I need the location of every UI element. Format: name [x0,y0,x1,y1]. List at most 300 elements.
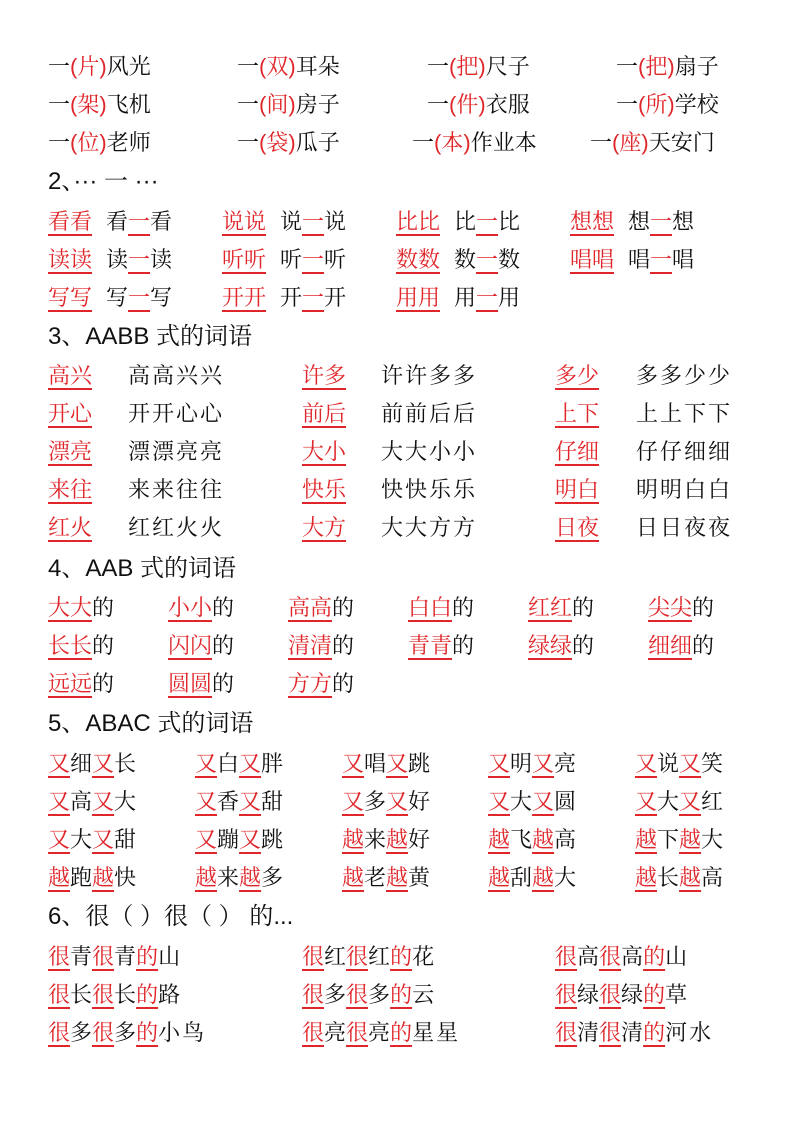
noun: 路 [158,983,183,1008]
connector-a: 越 [342,828,365,853]
prefix-one: 一 [48,93,71,118]
reduplicated-word: 数数 [396,248,441,273]
de-word: 的 [136,1021,159,1046]
aabb-word: 来来往往 [128,478,225,503]
prefix-one: 一 [616,93,639,118]
hen-word: 很 [302,945,325,970]
noun: 学校 [674,93,719,118]
hen-word: 很 [48,983,71,1008]
reduplicated-word: 唱唱 [570,248,615,273]
base-word: 大方 [302,516,347,541]
reduplicated-adjective: 白白 [408,596,453,621]
base-word: 快乐 [302,478,347,503]
noun: 房子 [295,93,340,118]
word-b: 跑 [70,866,93,891]
abac-item [48,747,136,783]
abac-item [195,861,283,897]
hen-phrase [48,978,182,1014]
abac-item [635,785,723,821]
measure-word: 双 [266,55,289,80]
paren-open: ( [259,130,267,155]
yi-blank: 一 [302,286,325,311]
paren-close: ) [667,92,675,117]
connector-a: 又 [488,752,511,777]
noun: 飞机 [106,93,151,118]
abac-item [195,785,283,821]
word-b: 来 [217,866,240,891]
paren-close: ) [288,130,296,155]
verb-c: 开 [324,286,347,311]
aab-item [648,591,714,627]
hen-word: 很 [302,1021,325,1046]
aabb-word: 开开心心 [128,402,225,427]
connector-a: 越 [532,866,555,891]
de-word: 的 [390,1021,413,1046]
verb-a: 开 [280,286,303,311]
hen-word: 很 [599,945,622,970]
aab-item [48,667,114,703]
aab-item [288,667,354,703]
noun: 花 [412,945,437,970]
verb-a: 唱 [628,248,651,273]
adjective: 长 [70,983,93,1008]
reduplication-item [48,243,172,279]
adjective: 多 [70,1021,93,1046]
verb-a: 读 [106,248,129,273]
hen-word: 很 [346,945,369,970]
connector-a: 越 [386,828,409,853]
prefix-one: 一 [412,131,435,156]
paren-close: ) [641,130,649,155]
aab-item [48,591,114,627]
measure-word-item [237,87,340,124]
adjective: 多 [324,983,347,1008]
paren-close: ) [288,92,296,117]
paren-open: ( [638,54,646,79]
reduplicated-adjective: 绿绿 [528,634,573,659]
paren-open: ( [259,92,267,117]
word-b: 明 [510,752,533,777]
base-word: 明白 [555,478,600,503]
base-word: 红火 [48,516,93,541]
reduplicated-word: 看看 [48,210,93,235]
word-c: 笑 [701,752,724,777]
measure-word: 所 [645,93,668,118]
word-c: 大 [701,828,724,853]
section-4-heading: 4、AAB 式的词语 [48,555,237,582]
reduplicated-adjective: 红红 [528,596,573,621]
aab-item [168,591,234,627]
word-c: 高 [554,828,577,853]
adjective: 高 [577,945,600,970]
connector-a: 越 [92,866,115,891]
reduplicated-adjective: 圆圆 [168,672,213,697]
word-b: 多 [364,790,387,815]
word-b: 细 [70,752,93,777]
connector-a: 又 [386,752,409,777]
adjective: 多 [114,1021,137,1046]
particle-de: 的 [452,634,475,659]
hen-word: 很 [302,983,325,1008]
particle-de: 的 [572,634,595,659]
paren-close: ) [478,92,486,117]
base-word: 上下 [555,402,600,427]
verb-c: 听 [324,248,347,273]
connector-a: 越 [239,866,262,891]
noun: 衣服 [485,93,530,118]
aab-item [408,629,474,665]
connector-a: 又 [342,790,365,815]
word-c: 圆 [554,790,577,815]
reduplicated-adjective: 青青 [408,634,453,659]
connector-a: 越 [635,866,658,891]
section-5-heading: 5、ABAC 式的词语 [48,710,254,737]
de-word: 的 [390,983,413,1008]
connector-a: 又 [239,790,262,815]
word-b: 下 [657,828,680,853]
connector-a: 又 [679,752,702,777]
reduplication-item [222,243,346,279]
word-b: 老 [364,866,387,891]
word-b: 唱 [364,752,387,777]
noun: 云 [412,983,437,1008]
particle-de: 的 [452,596,475,621]
paren-open: ( [70,130,78,155]
reduplicated-adjective: 远远 [48,672,93,697]
aabb-word: 高高兴兴 [128,364,225,389]
connector-a: 又 [342,752,365,777]
prefix-one: 一 [427,93,450,118]
reduplicated-word: 用用 [396,286,441,311]
connector-a: 又 [48,828,71,853]
measure-word-item [412,125,537,162]
connector-a: 又 [488,790,511,815]
connector-a: 越 [488,828,511,853]
base-word: 大小 [302,440,347,465]
de-word: 的 [136,945,159,970]
word-c: 大 [554,866,577,891]
verb-a: 想 [628,210,651,235]
noun: 尺子 [485,55,530,80]
reduplicated-word: 读读 [48,248,93,273]
hen-word: 很 [48,1021,71,1046]
adjective: 亮 [324,1021,347,1046]
section-2-heading: 2、··· 一 ··· [48,168,159,195]
noun: 耳朵 [295,55,340,80]
connector-a: 又 [195,752,218,777]
paren-open: ( [70,92,78,117]
hen-phrase [48,940,182,976]
verb-c: 想 [672,210,695,235]
prefix-one: 一 [48,131,71,156]
word-c: 跳 [261,828,284,853]
de-word: 的 [643,983,666,1008]
particle-de: 的 [572,596,595,621]
connector-a: 又 [386,790,409,815]
particle-de: 的 [212,634,235,659]
noun: 星星 [412,1021,461,1046]
reduplicated-adjective: 闪闪 [168,634,213,659]
measure-word: 架 [77,93,100,118]
paren-close: ) [478,54,486,79]
word-c: 高 [701,866,724,891]
adjective: 红 [324,945,347,970]
verb-c: 读 [150,248,173,273]
measure-word-item [590,125,715,162]
measure-word: 把 [456,55,479,80]
word-b: 蹦 [217,828,240,853]
particle-de: 的 [692,596,715,621]
yi-blank: 一 [302,248,325,273]
word-b: 大 [70,828,93,853]
word-b: 香 [217,790,240,815]
aabb-word: 日日夜夜 [636,516,733,541]
reduplication-item [48,281,172,317]
paren-open: ( [259,54,267,79]
adjective: 清 [621,1021,644,1046]
verb-a: 写 [106,286,129,311]
adjective: 多 [368,983,391,1008]
measure-word: 位 [77,131,100,156]
noun: 草 [665,983,690,1008]
yi-blank: 一 [650,248,673,273]
verb-c: 说 [324,210,347,235]
paren-close: ) [288,54,296,79]
word-c: 亮 [554,752,577,777]
verb-a: 数 [454,248,477,273]
hen-phrase [555,978,689,1014]
hen-word: 很 [555,983,578,1008]
prefix-one: 一 [48,55,71,80]
paren-open: ( [434,130,442,155]
measure-word: 本 [441,131,464,156]
aabb-word: 明明白白 [636,478,733,503]
reduplication-item [396,205,520,241]
connector-a: 又 [48,752,71,777]
paren-close: ) [99,92,107,117]
word-b: 来 [364,828,387,853]
abac-item [342,785,430,821]
paren-close: ) [99,54,107,79]
aabb-word: 大大方方 [381,516,478,541]
measure-word-item [427,87,530,124]
reduplicated-adjective: 小小 [168,596,213,621]
word-b: 长 [657,866,680,891]
word-b: 说 [657,752,680,777]
hen-phrase [302,978,436,1014]
adjective: 长 [114,983,137,1008]
reduplicated-adjective: 尖尖 [648,596,693,621]
paren-close: ) [667,54,675,79]
abac-item [195,747,283,783]
section-6-heading: 6、很（ ）很（ ） 的... [48,903,294,930]
yi-blank: 一 [128,210,151,235]
reduplication-item [48,205,172,241]
connector-a: 越 [386,866,409,891]
paren-open: ( [70,54,78,79]
adjective: 红 [368,945,391,970]
abac-item [342,747,430,783]
aabb-word: 上上下下 [636,402,733,427]
adjective: 青 [70,945,93,970]
word-c: 长 [114,752,137,777]
aab-item [288,591,354,627]
base-word: 漂亮 [48,440,93,465]
abac-item [48,823,136,859]
de-word: 的 [643,1021,666,1046]
noun: 老师 [106,131,151,156]
connector-a: 又 [92,790,115,815]
aab-item [168,629,234,665]
word-c: 多 [261,866,284,891]
aab-item [408,591,474,627]
abac-item [48,785,136,821]
hen-word: 很 [92,945,115,970]
word-c: 胖 [261,752,284,777]
connector-a: 越 [342,866,365,891]
prefix-one: 一 [590,131,613,156]
word-b: 白 [217,752,240,777]
connector-a: 又 [195,828,218,853]
abac-item [342,823,430,859]
particle-de: 的 [332,672,355,697]
abac-item [635,747,723,783]
particle-de: 的 [92,634,115,659]
de-word: 的 [643,945,666,970]
yi-blank: 一 [128,248,151,273]
yi-blank: 一 [128,286,151,311]
measure-word: 片 [77,55,100,80]
reduplicated-adjective: 高高 [288,596,333,621]
particle-de: 的 [212,672,235,697]
noun: 风光 [106,55,151,80]
connector-a: 又 [92,752,115,777]
aab-item [168,667,234,703]
connector-a: 越 [532,828,555,853]
measure-word-item [237,125,340,162]
aabb-word: 大大小小 [381,440,478,465]
word-c: 大 [114,790,137,815]
base-word: 前后 [302,402,347,427]
measure-word-item [48,87,151,124]
aabb-word: 漂漂亮亮 [128,440,225,465]
aabb-word: 快快乐乐 [381,478,478,503]
measure-word-item [616,49,719,86]
particle-de: 的 [692,634,715,659]
connector-a: 越 [488,866,511,891]
prefix-one: 一 [237,55,260,80]
connector-a: 又 [635,790,658,815]
connector-a: 又 [635,752,658,777]
reduplication-item [396,281,520,317]
word-b: 飞 [510,828,533,853]
noun: 天安门 [648,131,715,156]
particle-de: 的 [332,596,355,621]
hen-phrase [555,940,689,976]
yi-blank: 一 [476,286,499,311]
measure-word: 袋 [266,131,289,156]
prefix-one: 一 [427,55,450,80]
reduplication-item [222,281,346,317]
aab-item [288,629,354,665]
paren-close: ) [99,130,107,155]
connector-a: 又 [48,790,71,815]
aab-item [528,591,594,627]
reduplicated-adjective: 长长 [48,634,93,659]
noun: 瓜子 [295,131,340,156]
hen-word: 很 [346,1021,369,1046]
hen-phrase [302,1016,460,1052]
hen-word: 很 [599,983,622,1008]
abac-item [488,823,576,859]
connector-a: 又 [679,790,702,815]
connector-a: 越 [48,866,71,891]
abac-item [48,861,136,897]
adjective: 高 [621,945,644,970]
yi-blank: 一 [476,210,499,235]
measure-word-item [48,125,151,162]
connector-a: 越 [195,866,218,891]
word-c: 快 [114,866,137,891]
word-c: 好 [408,790,431,815]
measure-word: 间 [266,93,289,118]
word-c: 红 [701,790,724,815]
word-b: 大 [657,790,680,815]
particle-de: 的 [332,634,355,659]
reduplicated-word: 写写 [48,286,93,311]
adjective: 绿 [577,983,600,1008]
verb-a: 听 [280,248,303,273]
noun: 山 [158,945,183,970]
hen-word: 很 [92,1021,115,1046]
hen-word: 很 [346,983,369,1008]
verb-c: 比 [498,210,521,235]
connector-a: 又 [92,828,115,853]
adjective: 青 [114,945,137,970]
connector-a: 又 [195,790,218,815]
reduplicated-adjective: 方方 [288,672,333,697]
measure-word: 件 [456,93,479,118]
noun: 小鸟 [158,1021,207,1046]
prefix-one: 一 [616,55,639,80]
noun: 河水 [665,1021,714,1046]
measure-word-item [427,49,530,86]
word-c: 甜 [114,828,137,853]
verb-c: 数 [498,248,521,273]
aabb-word: 多多少少 [636,364,733,389]
reduplication-item [222,205,346,241]
abac-item [342,861,430,897]
connector-a: 又 [239,752,262,777]
reduplicated-word: 开开 [222,286,267,311]
yi-blank: 一 [650,210,673,235]
aabb-word: 许许多多 [381,364,478,389]
noun: 作业本 [470,131,537,156]
verb-c: 用 [498,286,521,311]
abac-item [488,785,576,821]
section-3-heading: 3、AABB 式的词语 [48,323,253,350]
measure-word-item [616,87,719,124]
hen-word: 很 [92,983,115,1008]
base-word: 开心 [48,402,93,427]
reduplication-item [396,243,520,279]
hen-phrase [48,1016,206,1052]
reduplicated-adjective: 清清 [288,634,333,659]
measure-word: 座 [619,131,642,156]
aab-item [528,629,594,665]
verb-c: 写 [150,286,173,311]
adjective: 绿 [621,983,644,1008]
